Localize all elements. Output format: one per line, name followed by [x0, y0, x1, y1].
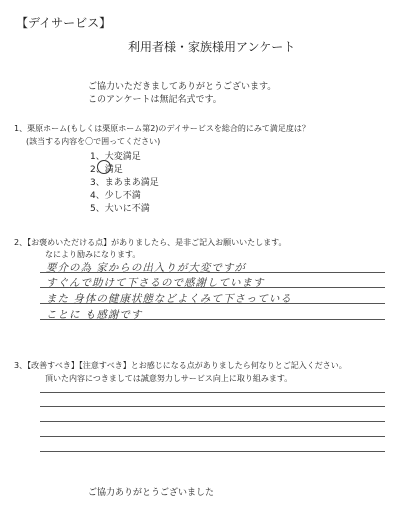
page-title: 利用者様・家族様用アンケート [128, 40, 296, 54]
q2-answer-line-3: また 身体の健康状態などよくみて下さっている [46, 293, 292, 305]
q3-subtext: 頂いた内容につきましては誠意努力しサービス向上に取り組みます。 [45, 374, 293, 383]
q3-rule-5 [40, 451, 385, 452]
q2-subtext: なにより励みになります。 [45, 250, 141, 259]
q2-answer-line-1: 要介の為 家からの出入りが大変ですが [46, 262, 246, 274]
q2-answer-line-2: すぐんで助けて下さるので感謝しています [46, 277, 265, 289]
q1-option-3: 3、まあまあ満足 [90, 178, 159, 188]
q1-option-2: 2、満足 [90, 165, 123, 175]
header-tag: 【デイサービス】 [16, 16, 112, 30]
q3-rule-3 [40, 421, 385, 422]
q2-answer-line-4: ことに も感謝です [46, 309, 143, 321]
q3-rule-2 [40, 406, 385, 407]
q1-option-4: 4、少し不満 [90, 191, 141, 201]
q1-option-5: 5、大いに不満 [90, 204, 150, 214]
closing-text: ご協力ありがとうございました [88, 488, 215, 498]
q3-question: 3、【改善すべき】【注意すべき】とお感じになる点がありましたら何なりとご記入ください。 [14, 361, 347, 370]
q1-instruction: (該当する内容を〇で囲ってください) [26, 137, 161, 146]
intro-line-2: このアンケートは無記名式です。 [88, 95, 222, 105]
intro-line-1: ご協力いただきましてありがとうございます。 [88, 82, 277, 92]
q3-rule-1 [40, 392, 385, 393]
q1-option-1: 1、大変満足 [90, 152, 141, 162]
q2-question: 2、【お褒めいただける点】がありましたら、是非ご記入お願いいたします。 [14, 238, 287, 247]
selected-option-circle [97, 160, 111, 174]
q3-rule-4 [40, 436, 385, 437]
q1-question: 1、栗原ホーム(もしくは栗原ホーム第2)のデイサービスを総合的にみて満足度は？ [14, 124, 310, 133]
